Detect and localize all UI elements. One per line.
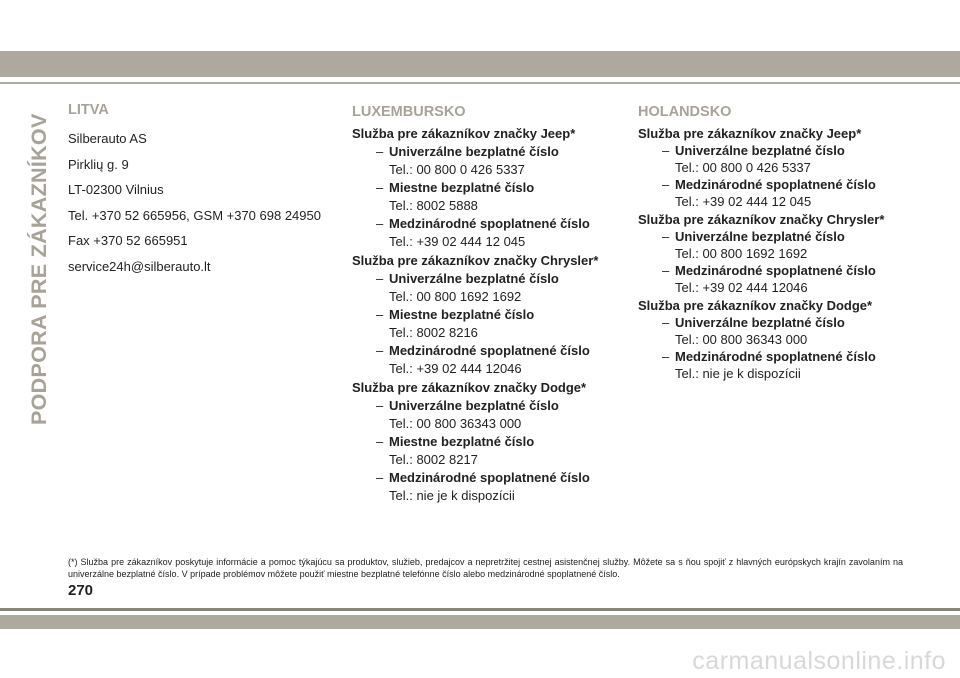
dash-bullet: – — [376, 398, 384, 413]
phone-type-label — [638, 142, 928, 159]
address-line: service24h@silberauto.lt — [68, 258, 211, 274]
phone-type-label — [352, 397, 632, 415]
service-group-title: Služba pre zákazníkov značky Chrysler* — [352, 253, 599, 268]
column-holandsko — [638, 100, 928, 383]
phone-number: Tel.: nie je k dispozícii — [675, 366, 801, 381]
address-line: LT-02300 Vilnius — [68, 182, 164, 197]
phone-type-text: Univerzálne bezplatné číslo — [389, 398, 559, 413]
phone-type-text: Miestne bezplatné číslo — [389, 434, 535, 449]
phone-type-text: Medzinárodné spoplatnené číslo — [389, 470, 590, 485]
top-decorative-band — [0, 51, 960, 77]
page-number: 270 — [68, 582, 94, 599]
country-title-luxembursko: LUXEMBURSKO — [352, 104, 466, 120]
service-group — [638, 211, 928, 296]
dash-bullet: – — [376, 307, 384, 322]
phone-type-label — [638, 228, 928, 245]
address-block — [68, 126, 348, 279]
service-group-title: Služba pre zákazníkov značky Jeep* — [638, 126, 862, 141]
service-group — [352, 125, 632, 251]
phone-type-text: Medzinárodné spoplatnené číslo — [675, 177, 876, 192]
phone-type-label — [638, 314, 928, 331]
service-groups — [638, 125, 928, 382]
phone-number: Tel.: 00 800 1692 1692 — [675, 246, 808, 261]
phone-type-text: Univerzálne bezplatné číslo — [675, 229, 845, 244]
phone-type-text: Medzinárodné spoplatnené číslo — [389, 216, 590, 231]
section-side-title: PODPORA PRE ZÁKAZNÍKOV — [27, 113, 51, 425]
bottom-divider — [0, 608, 960, 611]
phone-number: Tel.: 00 800 0 426 5337 — [675, 160, 811, 175]
dash-bullet: – — [376, 180, 384, 195]
phone-number: Tel.: 00 800 0 426 5337 — [389, 162, 525, 177]
phone-type-text: Miestne bezplatné číslo — [389, 180, 535, 195]
dash-bullet: – — [662, 315, 670, 330]
column-luxembursko — [352, 100, 632, 506]
phone-type-label — [352, 179, 632, 197]
phone-type-text: Univerzálne bezplatné číslo — [675, 143, 845, 158]
column-litva — [68, 100, 348, 279]
phone-number: Tel.: nie je k dispozícii — [389, 488, 515, 503]
address-line: Fax +370 52 665951 — [68, 233, 188, 248]
service-group — [638, 297, 928, 382]
service-group-title: Služba pre zákazníkov značky Dodge* — [638, 298, 873, 313]
phone-number: Tel.: 8002 8216 — [389, 325, 478, 340]
phone-type-text: Medzinárodné spoplatnené číslo — [389, 343, 590, 358]
country-title-holandsko: HOLANDSKO — [638, 104, 732, 120]
phone-type-text: Medzinárodné spoplatnené číslo — [675, 263, 876, 278]
phone-type-label — [638, 262, 928, 279]
watermark: carmanualsonline.info — [692, 647, 946, 675]
dash-bullet: – — [376, 434, 384, 449]
dash-bullet: – — [376, 144, 384, 159]
footnote: (*) Služba pre zákazníkov poskytuje informácie a pomoc týkajúcu sa produktov, služieb, predajcov a nepretržitej cestnej asistenčnej služby. Môžete sa s ňou spojiť z hlavných európskych krajín zavolaním na univerzálne bezplatné číslo. V prípade problémov môžete použiť miestne bezplatné telefónne číslo alebo medzinárodné spoplatnené číslo. — [68, 557, 903, 579]
phone-type-label — [638, 176, 928, 193]
dash-bullet: – — [662, 229, 670, 244]
phone-number: Tel.: +39 02 444 12 045 — [389, 234, 526, 249]
phone-type-text: Univerzálne bezplatné číslo — [389, 144, 559, 159]
country-title-litva: LITVA — [68, 102, 109, 118]
phone-type-text: Univerzálne bezplatné číslo — [389, 271, 559, 286]
address-line: Tel. +370 52 665956, GSM +370 698 24950 — [68, 207, 321, 223]
address-line: Pirklių g. 9 — [68, 156, 129, 172]
phone-type-label — [638, 348, 928, 365]
phone-number: Tel.: +39 02 444 12046 — [675, 280, 808, 295]
phone-type-text: Miestne bezplatné číslo — [389, 307, 535, 322]
top-divider — [0, 82, 960, 84]
phone-number: Tel.: 00 800 36343 000 — [389, 416, 522, 431]
dash-bullet: – — [376, 216, 384, 231]
address-line: Silberauto AS — [68, 131, 147, 146]
service-group — [352, 252, 632, 378]
phone-type-label — [352, 342, 632, 360]
phone-type-label — [352, 270, 632, 288]
dash-bullet: – — [376, 470, 384, 485]
phone-type-label — [352, 143, 632, 161]
service-group-title: Služba pre zákazníkov značky Dodge* — [352, 380, 587, 395]
phone-type-label — [352, 469, 632, 487]
dash-bullet: – — [376, 271, 384, 286]
phone-number: Tel.: 00 800 36343 000 — [675, 332, 808, 347]
phone-type-label — [352, 215, 632, 233]
dash-bullet: – — [662, 177, 670, 192]
service-group-title: Služba pre zákazníkov značky Chrysler* — [638, 212, 885, 227]
dash-bullet: – — [376, 343, 384, 358]
dash-bullet: – — [662, 263, 670, 278]
service-group — [638, 125, 928, 210]
dash-bullet: – — [662, 349, 670, 364]
phone-type-text: Medzinárodné spoplatnené číslo — [675, 349, 876, 364]
phone-type-label — [352, 306, 632, 324]
phone-number: Tel.: 00 800 1692 1692 — [389, 289, 522, 304]
dash-bullet: – — [662, 143, 670, 158]
service-group-title: Služba pre zákazníkov značky Jeep* — [352, 126, 576, 141]
phone-type-text: Univerzálne bezplatné číslo — [675, 315, 845, 330]
phone-number: Tel.: 8002 5888 — [389, 198, 478, 213]
bottom-decorative-band — [0, 615, 960, 629]
service-group — [352, 379, 632, 505]
service-groups — [352, 125, 632, 505]
phone-type-label — [352, 433, 632, 451]
phone-number: Tel.: +39 02 444 12046 — [389, 361, 522, 376]
phone-number: Tel.: 8002 8217 — [389, 452, 478, 467]
phone-number: Tel.: +39 02 444 12 045 — [675, 194, 812, 209]
